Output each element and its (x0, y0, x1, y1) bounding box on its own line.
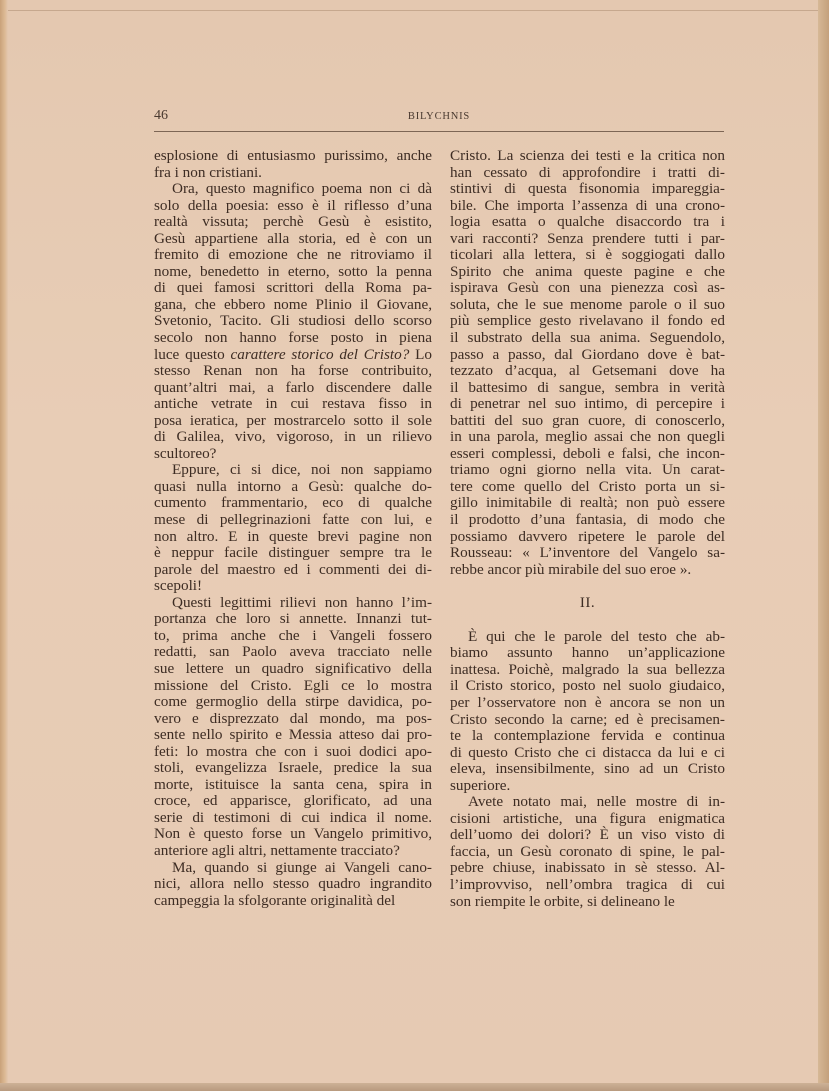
text-line: più semplice gesto rivelavano il fondo ed (450, 312, 725, 330)
text-line: fremito di emozione che ne ritroviamo il (154, 246, 432, 264)
text-line: antiche vetrate in cui restava fisso in (154, 395, 432, 413)
text-line: Questi legittimi rilievi non hanno l’im- (172, 593, 432, 611)
text-line: è neppur facile distinguer sempre tra le (154, 544, 432, 562)
text-line: te la contemplazione fervida e continua (450, 727, 725, 745)
text-line: di questo Cristo che ci distacca da lui e ci (450, 743, 725, 761)
text-line: tezzato d’acqua, al Getsemani dove ha (450, 362, 725, 380)
text-line: feti: lo mostra che con i suoi dodici apo- (154, 742, 432, 760)
page-bottom-edge (0, 1083, 829, 1091)
text-line: stintivi di questa fisonomia impareggia- (450, 180, 725, 198)
text-line: il prodotto d’una fantasia, di modo che (450, 511, 725, 529)
text-line: ispirava Gesù con una pienezza così as- (450, 279, 725, 297)
text-line: triamo ogni giorno nella vita. Un carat- (450, 461, 725, 479)
text-line: passo a passo, dal Giordano dove è bat- (450, 345, 725, 363)
italic-phrase: carattere storico del Cristo? (230, 345, 410, 363)
text-line: stoli, evangelizza Israele, predice la sua (154, 759, 432, 777)
text-line: gana, che ebbero nome Plinio il Giovane, (154, 295, 432, 313)
text-line: anteriore agli altri, nettamente tracciato? (154, 841, 400, 859)
text-line: Cristo. La scienza dei testi e la critica non (450, 147, 725, 164)
text-line: nome, benedetto in eterno, sotto la penna (154, 262, 432, 280)
right-column-text-after-heading (450, 629, 725, 910)
text-line: scultoreo? (154, 444, 217, 462)
journal-title: BILYCHNIS (407, 111, 471, 122)
text-line: Eppure, ci si dice, noi non sappiamo (172, 461, 432, 479)
text-line: per l’osservatore non è ancora se non un (450, 693, 725, 711)
paragraph (450, 794, 725, 910)
text-line: il substrato della sua anima. Seguendolo, (450, 329, 725, 347)
text-line: mese di pellegrinazioni fatte con lui, e (154, 511, 432, 529)
paragraph (154, 860, 432, 910)
text-line: solo della poesia: esso è il riflesso d’una (154, 196, 432, 214)
text-line: luce questo carattere storico del Cristo? Lo (154, 345, 432, 363)
text-line: cumento frammentario, eco di qualche (154, 494, 432, 512)
right-column (450, 148, 725, 910)
text-line: Non è questo forse un Vangelo primitivo, (154, 825, 432, 843)
section-heading: II. (579, 595, 596, 612)
text-line: Rousseau: « L’inventore del Vangelo sa- (450, 544, 725, 562)
page-top-edge (8, 10, 828, 11)
text-line: son riempite le orbite, si delineano le (450, 892, 675, 910)
text-line: Cristo secondo la carne; ed è precisamen- (450, 710, 725, 728)
text-line: Spirito che anima queste pagine e che (450, 262, 725, 280)
text-line: cisioni artistiche, una figura enigmatica (450, 809, 725, 827)
text-line: superiore. (450, 776, 511, 794)
text-line: croce, ed apparisce, glorificato, ad una (154, 792, 432, 810)
text-line: come germoglio della stirpe davidica, po- (154, 693, 432, 711)
text-line: secolo non hanno forse posto in piena (154, 329, 432, 347)
text-line: È qui che le parole del testo che ab- (468, 627, 725, 645)
text-line: l’improvviso, nell’ombra tragica di cui (450, 875, 725, 893)
text-line: eleva, insensibilmente, sino ad un Cristo (450, 760, 725, 778)
text-line: parole del maestro ed i commenti dei di- (154, 560, 432, 578)
text-line: Svetonio, Tacito. Gli studiosi dello scorso (154, 312, 432, 330)
page-number: 46 (154, 108, 168, 123)
text-line: morte, istituisce la santa cena, spira in (154, 775, 432, 793)
text-line: to, prima anche che i Vangeli fossero (154, 626, 432, 644)
text-line: possiamo davvero ripetere le parole del (450, 527, 725, 545)
text-line: quant’altri mai, a farlo discendere dalle (154, 378, 432, 396)
text-line: quasi nulla intorno a Gesù: qualche do- (154, 477, 432, 495)
text-line: logia esatta o qualche disaccordo tra i (450, 213, 725, 231)
text-line: non altro. E in queste brevi pagine non (154, 527, 432, 545)
text-line: faccia, un Gesù coronato di spine, le pal- (450, 842, 725, 860)
page-right-shadow (818, 0, 829, 1091)
text-line: serie di testimoni di cui indica il nome. (154, 808, 432, 826)
text-line: sente nello spirito e Messia atteso dai pro- (154, 726, 432, 744)
page-binding-edge (0, 0, 8, 1091)
text-line: battiti del suo gran cuore, di conoscerlo, (450, 411, 725, 429)
text-line: in una parola, meglio assai che non quegli (450, 428, 725, 446)
text-line: di quei famosi scrittori della Roma pa- (154, 279, 432, 297)
text-line: vari racconti? Senza prendere tutti i par- (450, 229, 725, 247)
text-line: vero e disprezzato dal mondo, ma pos- (154, 709, 432, 727)
text-line: il battesimo di sangue, sembra in verità (450, 378, 725, 396)
text-line: campeggia la sfolgorante originalità del (154, 891, 396, 909)
text-line: tere come quello del Cristo porta un si- (450, 477, 725, 495)
text-line: Avete notato mai, nelle mostre di in- (468, 793, 725, 811)
text-line: biamo assunto hanno un’applicazione (450, 644, 725, 662)
text-line: posa ieratica, per mostrarcelo sotto il sole (154, 411, 432, 429)
text-line: Gesù appartiene alla storia, ed è con un (154, 229, 432, 247)
text-line: gillo inimitabile di realtà; non può essere (450, 494, 725, 512)
text-line: di Galilea, vivo, vigoroso, in un rilievo (154, 428, 432, 446)
text-line: inattesa. Poichè, malgrado la sua bellezza (450, 660, 725, 678)
text-line: di penetrar nel suo intimo, di percepire i (450, 395, 725, 413)
text-line: han cessato di approfondire i tratti di- (450, 163, 725, 181)
paragraph (154, 181, 432, 462)
paragraph (154, 595, 432, 860)
text-line: esplosione di entusiasmo purissimo, anche (154, 147, 432, 164)
text-line: soluta, che le sue menome parole o il suo (450, 295, 725, 313)
text-line: ticolari alla lettera, si è soggiogati dallo (450, 246, 725, 264)
paragraph (154, 148, 432, 181)
text-line: dell’uomo dei dolori? È un viso visto di (450, 826, 725, 844)
text-line: pebre chiuse, inabissato in sè stesso. Al- (450, 859, 725, 877)
running-head (154, 108, 724, 128)
text-line: bile. Che importa l’assenza di una crono- (450, 196, 725, 214)
text-line: portanza che loro si annette. Innanzi tut- (154, 610, 432, 628)
header-rule (154, 131, 724, 132)
text-line: rebbe ancor più mirabile del suo eroe ». (450, 560, 692, 578)
paragraph (154, 462, 432, 594)
text-line: Ora, questo magnifico poema non ci dà (172, 180, 432, 198)
text-line: realtà vissuta; perchè Gesù è esistito, (154, 213, 432, 231)
text-line: nici, allora nello stesso quadro ingrandito (154, 875, 432, 893)
right-column-text-before-heading (450, 148, 725, 578)
paragraph (450, 629, 725, 794)
text-line: redatti, san Paolo aveva tracciato nelle (154, 643, 432, 661)
text-line: il Cristo storico, posto nel suolo giudaico, (450, 677, 725, 695)
text-line: fra i non cristiani. (154, 163, 262, 181)
paragraph (450, 148, 725, 578)
text-line: stesso Renan non ha forse contribuito, (154, 362, 432, 380)
left-column (154, 148, 432, 909)
text-line: esseri complessi, deboli e falsi, che incon- (450, 444, 725, 462)
text-line: sue lettere un quadro significativo della (154, 659, 432, 677)
text-line: scepoli! (154, 577, 203, 595)
text-line: Ma, quando si giunge ai Vangeli cano- (172, 858, 432, 876)
text-line: missione del Cristo. Egli ce lo mostra (154, 676, 432, 694)
